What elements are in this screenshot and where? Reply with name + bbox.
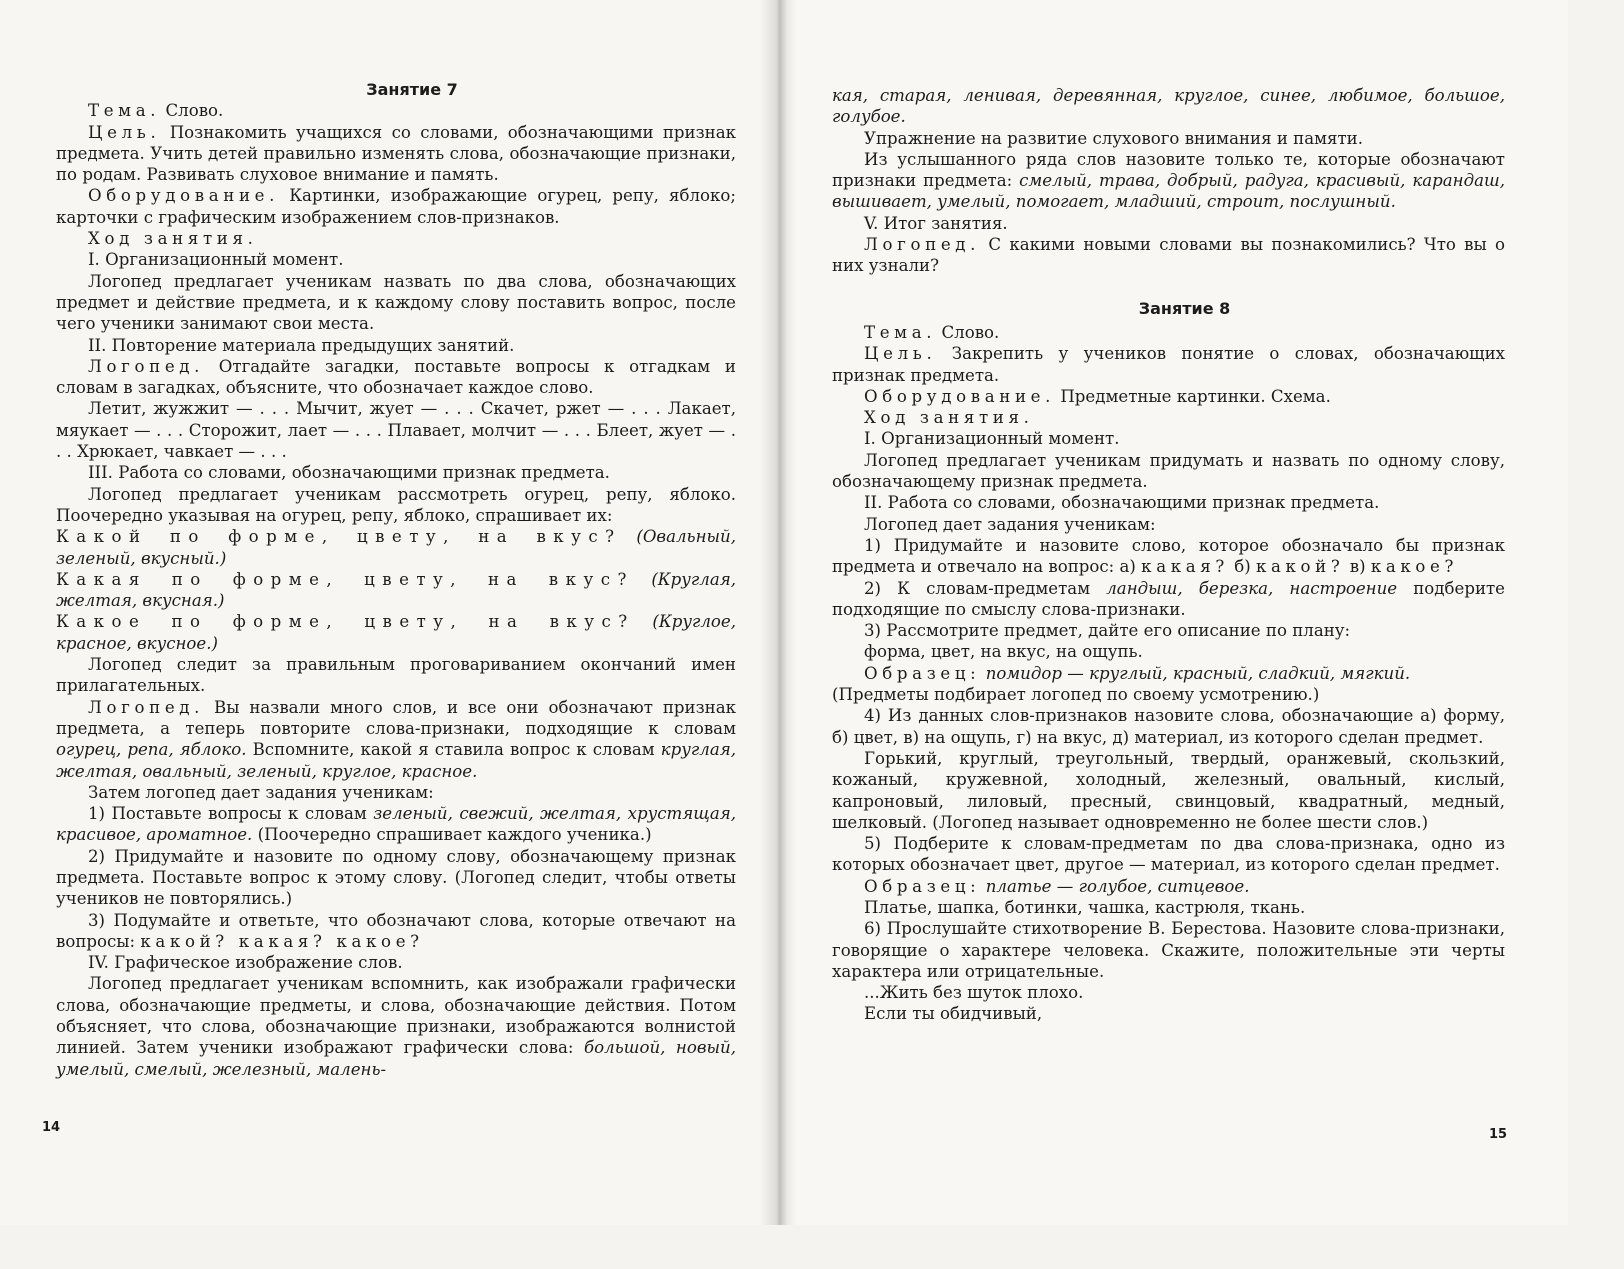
question-2: Какая по форме, цвету, на вкус? (Круглая, желтая, вкусная.)	[56, 569, 736, 611]
section-2: II. Работа со словами, обозначающими признак предмета.	[864, 493, 1380, 513]
lesson-8-heading: Занятие 8	[1138, 298, 1231, 318]
poem-line-1: ...Жить без шуток плохо.	[864, 983, 1084, 1003]
right-page-text	[832, 85, 1505, 1025]
task-3-plan: форма, цвет, на вкус, на ощупь.	[864, 642, 1143, 662]
task-2: 2) К словам-предметам ландыш, березка, настроение подберите подходящие по смыслу слова-признаки.	[832, 578, 1506, 619]
paragraph-6: Логопед. Вы назвали много слов, и все они обозначают признак предмета, а теперь повторите слова-признаки, подходящие к словам огурец, репа, яблоко. Вспомните, какой я ставила вопрос к словам круглая, желтая, овальный, зеленый, круглое, красное.	[56, 697, 736, 781]
paragraph-2: Логопед дает задания ученикам:	[864, 514, 1156, 534]
sample-1: Образец: помидор — круглый, красный, сладкий, мягкий.	[864, 663, 1411, 683]
left-page	[0, 0, 780, 1225]
equipment-paragraph: Оборудование. Картинки, изображающие огурец, репу, яблоко; карточки с графическим изображением слов-признаков.	[56, 186, 736, 227]
task-3: 3) Рассмотрите предмет, дайте его описание по плану:	[864, 621, 1351, 641]
task-5: 5) Подберите к словам-предметам по два слова-признака, одно из которых обозначает цвет, другое — материал, из которого сделан предмет.	[832, 834, 1505, 875]
section-1: I. Организационный момент.	[88, 250, 344, 270]
lesson-course-label: Ход занятия.	[88, 229, 258, 249]
paragraph-2: Логопед. Отгадайте загадки, поставьте вопросы к отгадкам и словам в загадках, объясните, что обозначает каждое слово.	[56, 356, 736, 398]
poem-line-2: Если ты обидчивый,	[864, 1004, 1043, 1024]
sample-1-note: (Предметы подбирает логопед по своему усмотрению.)	[832, 685, 1320, 705]
paragraph-7: Затем логопед дает задания ученикам:	[88, 782, 434, 802]
word-list: Горький, круглый, треугольный, твердый, оранжевый, скользкий, кожаный, кружевной, холодный, железный, овальный, кислый, капроновый, лиловый, пресный, свинцовый, квадратный, медный, шелковый. (Логопед называет одновременно не более шести слов.)	[832, 748, 1505, 832]
left-page-text	[56, 79, 736, 1080]
paragraph-4: Логопед предлагает ученикам рассмотреть огурец, репу, яблоко. Поочередно указывая на огурец, репу, яблоко, спрашивает их:	[56, 484, 736, 525]
task-4: 4) Из данных слов-признаков назовите слова, обозначающие а) форму, б) цвет, в) на ощупь, г) на вкус, д) материал, из которого сделан предмет.	[832, 706, 1505, 747]
riddles-paragraph: Летит, жужжит — . . . Мычит, жует — . . . Скачет, ржет — . . . Лакает, мяукает — . . . Сторожит, лает — . . . Плавает, молчит — . . . Блеет, жует — . . . Хрюкает, чавкает — . . .	[56, 399, 736, 462]
book-gutter-shadow	[760, 0, 796, 1225]
equipment-paragraph: Оборудование. Предметные картинки. Схема.	[864, 386, 1331, 406]
sample-2: Образец: платье — голубое, ситцевое.	[864, 876, 1250, 896]
tema-line: Тема. Слово.	[864, 322, 1000, 342]
lesson-7-heading: Занятие 7	[366, 80, 458, 99]
final-question: Логопед. С какими новыми словами вы познакомились? Что вы о них узнали?	[832, 235, 1505, 276]
paragraph-8: Логопед предлагает ученикам вспомнить, как изображали графически слова, обозначающие предметы, и слова, обозначающие действия. Потом объясняет, что слова, обозначающие признаки, изображаются волнистой линией. Затем ученики изображают графически слова: большой, новый, умелый, смелый, железный, малень-	[56, 974, 736, 1079]
section-1: I. Организационный момент.	[864, 429, 1120, 449]
section-5: V. Итог занятия.	[864, 213, 1008, 233]
tema-line: Тема. Слово.	[88, 101, 224, 121]
page-number-left: 14	[42, 1120, 61, 1135]
task-3: 3) Подумайте и ответьте, что обозначают слова, которые отвечают на вопросы: какой? какая? какое?	[56, 910, 736, 951]
paragraph-5: Логопед следит за правильным проговариванием окончаний имен прилагательных.	[56, 655, 736, 696]
task-1: 1) Поставьте вопросы к словам зеленый, свежий, желтая, хрустящая, красивое, ароматное. (Поочередно спрашивает каждого ученика.)	[56, 804, 736, 845]
paragraph-1: Логопед предлагает ученикам придумать и назвать по одному слову, обозначающему признак предмета.	[832, 450, 1505, 492]
page-number-right: 15	[1489, 1127, 1508, 1142]
continuation-words: кая, старая, ленивая, деревянная, круглое, синее, любимое, большое, голубое.	[832, 86, 1505, 127]
section-2: II. Повторение материала предыдущих занятий.	[88, 335, 515, 355]
goal-paragraph: Цель. Познакомить учащихся со словами, обозначающими признак предмета. Учить детей правильно изменять слова, обозначающие признаки, по родам. Развивать слуховое внимание и память.	[56, 122, 736, 185]
task-6: 6) Прослушайте стихотворение В. Берестова. Назовите слова-признаки, говорящие о характере человека. Скажите, положительные эти черты характера или отрицательные.	[832, 919, 1505, 981]
question-3: Какое по форме, цвету, на вкус? (Круглое, красное, вкусное.)	[56, 612, 736, 653]
lesson-course-label: Ход занятия.	[864, 408, 1034, 428]
question-1: Какой по форме, цвету, на вкус? (Овальный, зеленый, вкусный.)	[56, 527, 736, 568]
items-list: Платье, шапка, ботинки, чашка, кастрюля, ткань.	[864, 897, 1306, 917]
goal-paragraph: Цель. Закрепить у учеников понятие о словах, обозначающих признак предмета.	[832, 344, 1505, 385]
paragraph-1: Логопед предлагает ученикам назвать по два слова, обозначающих предмет и действие предмета, и к каждому слову поставить вопрос, после чего ученики занимают свои места.	[56, 271, 736, 334]
task-1: 1) Придумайте и назовите слово, которое обозначало бы признак предмета и отвечало на вопрос: а) какая? б) какой? в) какое?	[832, 535, 1505, 577]
right-page	[780, 0, 1568, 1225]
exercise-text: Из услышанного ряда слов назовите только те, которые обозначают признаки предмета: смелый, трава, добрый, радуга, красивый, карандаш, вышивает, умелый, помогает, младший, строит, послушный.	[832, 149, 1505, 212]
task-2: 2) Придумайте и назовите по одному слову, обозначающему признак предмета. Поставьте вопрос к этому слову. (Логопед следит, чтобы ответы учеников не повторялись.)	[56, 846, 736, 909]
section-3: III. Работа со словами, обозначающими признак предмета.	[88, 463, 610, 483]
exercise-title: Упражнение на развитие слухового внимания и памяти.	[864, 128, 1363, 148]
section-4: IV. Графическое изображение слов.	[88, 953, 403, 973]
